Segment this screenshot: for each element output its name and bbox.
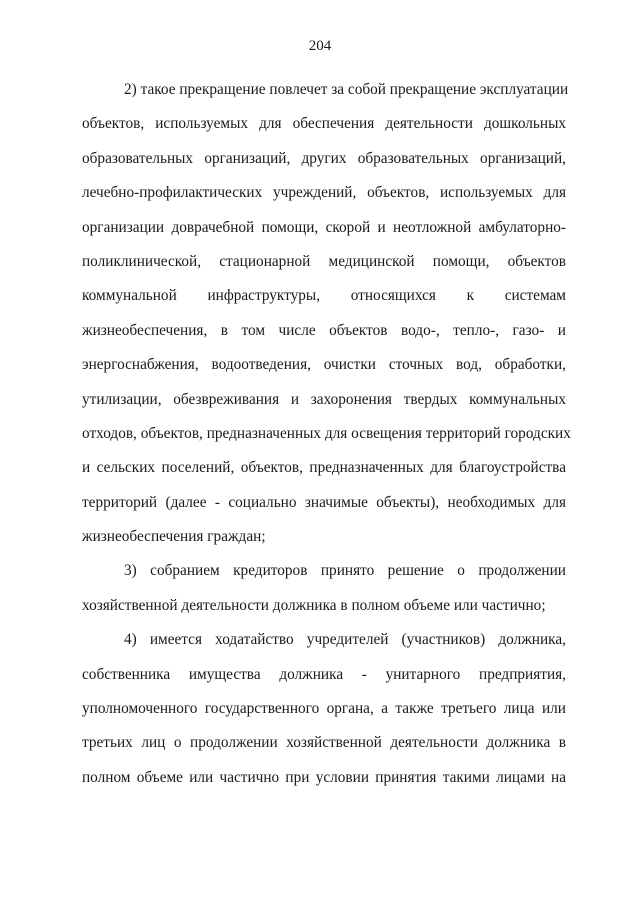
- text-line: объектов, используемых для обеспечения деятельности дошкольных: [82, 115, 566, 133]
- page-number: 204: [308, 38, 332, 54]
- text-line: энергоснабжения, водоотведения, очистки сточных вод, обработки,: [82, 356, 566, 374]
- paragraph-item-3: [82, 554, 566, 623]
- text-line: третьих лиц о продолжении хозяйственной деятельности должника в: [82, 734, 566, 752]
- text-line: 2) такое прекращение повлечет за собой прекращение эксплуатации: [124, 81, 569, 98]
- text-line: лечебно-профилактических учреждений, объектов, используемых для: [82, 184, 566, 202]
- text-line: утилизации, обезвреживания и захоронения твердых коммунальных: [82, 390, 566, 408]
- text-line: 3) собранием кредиторов принято решение о продолжении: [124, 562, 566, 580]
- text-line: полном объеме или частично при условии принятия такими лицами на: [82, 768, 566, 786]
- text-line: уполномоченного государственного органа, а также третьего лица или: [82, 700, 566, 718]
- text-line: отходов, объектов, предназначенных для освещения территорий городских: [82, 424, 571, 442]
- text-line: коммунальной инфраструктуры, относящихся к системам: [82, 287, 566, 305]
- document-body: [82, 73, 571, 795]
- text-line: жизнеобеспечения, в том числе объектов водо-, тепло-, газо- и: [82, 321, 566, 339]
- text-line: организации доврачебной помощи, скорой и неотложной амбулаторно-: [82, 218, 566, 236]
- paragraph-item-2: [82, 73, 571, 554]
- text-line: и сельских поселений, объектов, предназначенных для благоустройства: [82, 459, 566, 477]
- paragraph-item-4: [82, 623, 566, 795]
- text-line: 4) имеется ходатайство учредителей (участников) должника,: [124, 631, 566, 649]
- text-line: жизнеобеспечения граждан;: [82, 528, 266, 546]
- text-line: собственника имущества должника - унитарного предприятия,: [82, 665, 566, 683]
- text-line: хозяйственной деятельности должника в полном объеме или частично;: [82, 596, 546, 614]
- text-line: территорий (далее - социально значимые объекты), необходимых для: [82, 493, 566, 511]
- text-line: поликлинической, стационарной медицинской помощи, объектов: [82, 252, 566, 270]
- text-line: образовательных организаций, других образовательных организаций,: [82, 149, 566, 167]
